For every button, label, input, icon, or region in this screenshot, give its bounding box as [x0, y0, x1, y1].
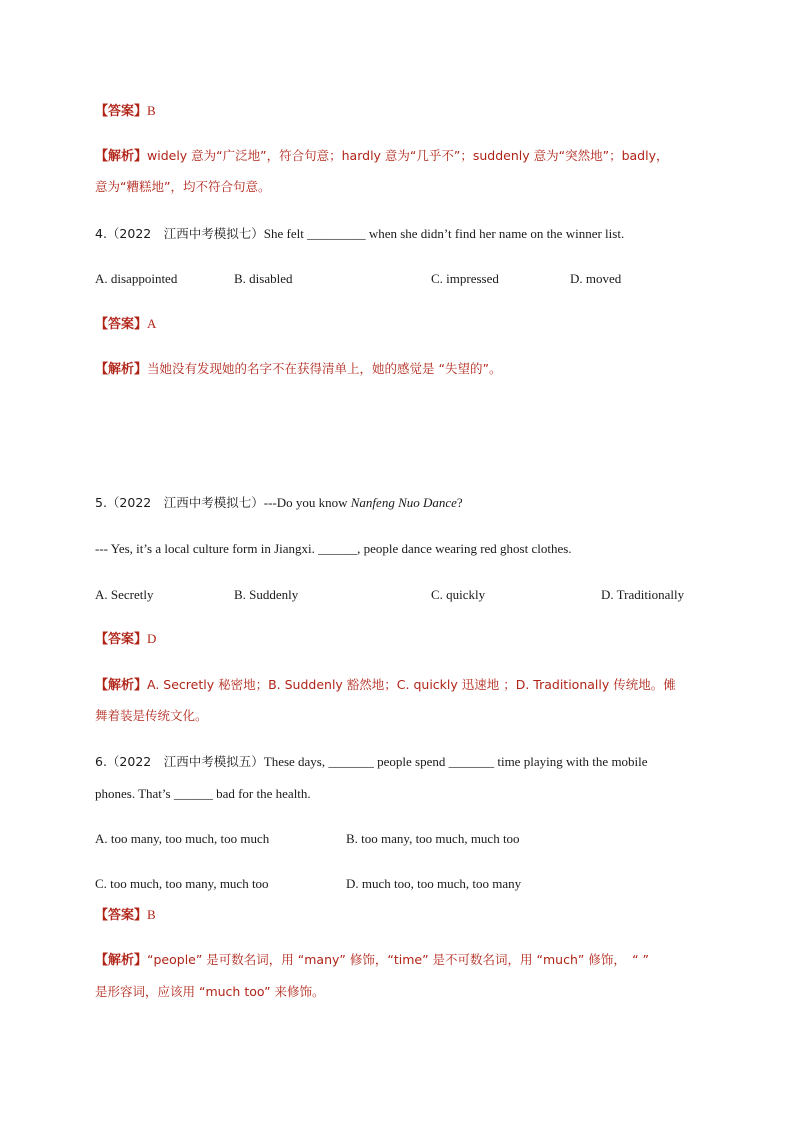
q5-option-d[interactable]: D. Traditionally	[601, 587, 685, 602]
q5-option-a[interactable]: A. Secretly	[95, 587, 154, 602]
q4-stem	[95, 225, 624, 243]
q6-stem	[95, 753, 648, 771]
question-stem-title: Nanfeng Nuo Dance	[350, 495, 457, 510]
answer-tag: 【答案】	[95, 632, 148, 647]
question-number: 6.（2022 江西中考模拟五）	[95, 754, 264, 769]
analysis-tag: 【解析】	[95, 953, 148, 968]
answer-value: A	[147, 316, 157, 331]
q5-option-b[interactable]: B. Suddenly	[234, 587, 299, 602]
q4-answer	[95, 315, 156, 334]
analysis-text: “people” 是可数名词，用 “many” 修饰，“time” 是不可数名词，用 “much” 修饰， “ ”	[147, 952, 650, 967]
q6-stem-line2: phones. That’s ______ bad for the health.	[95, 786, 311, 801]
q3-analysis-line1	[95, 147, 668, 166]
answer-tag: 【答案】	[95, 317, 148, 332]
q6-option-d[interactable]: D. much too, too much, too many	[346, 876, 522, 891]
q3-analysis-line2: 意为“糟糕地”，均不符合句意。	[95, 179, 271, 194]
q6-analysis-line2: 是形容词，应该用 “much too” 来修饰。	[95, 984, 325, 999]
analysis-text: A. Secretly 秘密地；B. Suddenly 豁然地；C. quickly 迅速地 ；D. Traditionally 传统地。傩	[147, 677, 676, 692]
q6-answer	[95, 906, 156, 925]
q5-stem	[95, 494, 463, 512]
answer-value: B	[147, 907, 156, 922]
q6-option-b[interactable]: B. too many, too much, much too	[346, 831, 520, 846]
question-stem-suffix: ?	[456, 495, 463, 510]
answer-value: D	[147, 631, 157, 646]
q4-option-b[interactable]: B. disabled	[234, 271, 293, 286]
q4-option-a[interactable]: A. disappointed	[95, 271, 178, 286]
q6-option-c[interactable]: C. too much, too many, much too	[95, 876, 269, 891]
question-number: 5.（2022 江西中考模拟七）	[95, 495, 264, 510]
q4-option-d[interactable]: D. moved	[570, 271, 622, 286]
analysis-tag: 【解析】	[95, 678, 148, 693]
q5-analysis-line2: 舞着装是传统文化。	[95, 708, 208, 723]
answer-tag: 【答案】	[95, 104, 148, 119]
question-stem-prefix: ---Do you know	[263, 495, 351, 510]
q4-analysis	[95, 360, 501, 379]
analysis-text: widely 意为“广泛地”，符合句意；hardly 意为“几乎不”；suddenly 意为“突然地”；badly，	[147, 148, 669, 163]
analysis-tag: 【解析】	[95, 149, 148, 164]
q3-answer	[95, 102, 156, 121]
q5-option-c[interactable]: C. quickly	[431, 587, 486, 602]
question-number: 4.（2022 江西中考模拟七）	[95, 226, 264, 241]
q5-answer	[95, 630, 156, 649]
q5-stem-line2: --- Yes, it’s a local culture form in Jiangxi. ______, people dance wearing red ghost clothes.	[95, 541, 572, 556]
question-stem: She felt _________ when she didn’t find her name on the winner list.	[263, 226, 625, 241]
analysis-text: 当她没有发现她的名字不在获得清单上，她的感觉是 “失望的”。	[147, 361, 502, 376]
analysis-tag: 【解析】	[95, 362, 148, 377]
q4-option-c[interactable]: C. impressed	[431, 271, 499, 286]
answer-value: B	[147, 103, 156, 118]
answer-tag: 【答案】	[95, 908, 148, 923]
q5-analysis-line1	[95, 676, 676, 695]
q6-analysis-line1	[95, 951, 649, 970]
q6-option-a[interactable]: A. too many, too much, too much	[95, 831, 270, 846]
question-stem: These days, _______ people spend _______ time playing with the mobile	[263, 754, 648, 769]
